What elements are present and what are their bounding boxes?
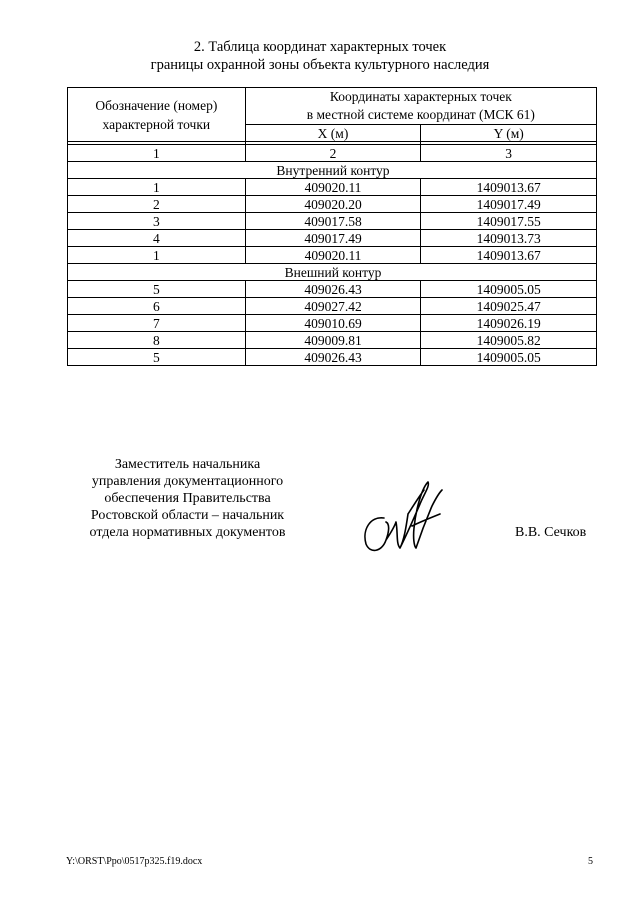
- x-cell: 409010.69: [245, 315, 421, 332]
- point-header-line-1: Обозначение (номер): [95, 97, 218, 113]
- coordinates-table: [67, 87, 597, 366]
- table-row: [68, 196, 597, 213]
- coords-header-line-2: в местной системе координат (МСК 61): [306, 107, 535, 122]
- point-cell: 6: [68, 298, 246, 315]
- point-cell: 2: [68, 196, 246, 213]
- table-row: [68, 213, 597, 230]
- document-title: [0, 38, 640, 74]
- position-line: управления документационного: [91, 474, 284, 489]
- point-header-line-2: характерной точки: [102, 116, 211, 132]
- outer-contour-label: Внешний контур: [245, 264, 421, 281]
- y-column-header: Y (м): [421, 125, 597, 142]
- x-cell: 409017.58: [245, 213, 421, 230]
- footer-file-path: Y:\ORST\Ppo\0517p325.f19.docx: [66, 856, 203, 867]
- table-row: [68, 230, 597, 247]
- position-line: Ростовской области – начальник: [90, 508, 285, 523]
- column-number-row: [68, 145, 597, 162]
- title-line-2: границы охранной зоны объекта культурного наследия: [150, 57, 490, 73]
- point-cell: 3: [68, 213, 246, 230]
- point-cell: 7: [68, 315, 246, 332]
- point-cell: 8: [68, 332, 246, 349]
- column-number-3: 3: [421, 145, 597, 162]
- column-number-2: 2: [245, 145, 421, 162]
- y-cell: 1409005.05: [421, 281, 597, 298]
- y-cell: 1409026.19: [421, 315, 597, 332]
- handwritten-signature: [356, 478, 446, 558]
- table-row: [68, 315, 597, 332]
- x-cell: 409009.81: [245, 332, 421, 349]
- x-cell: 409020.20: [245, 196, 421, 213]
- y-cell: 1409017.55: [421, 213, 597, 230]
- coords-header-line-1: Координаты характерных точек: [329, 89, 512, 104]
- x-cell: 409026.43: [245, 281, 421, 298]
- x-cell: 409020.11: [245, 179, 421, 196]
- inner-contour-label-row: [68, 162, 597, 179]
- signatory-position: [60, 456, 315, 541]
- y-cell: 1409013.73: [421, 230, 597, 247]
- y-cell: 1409013.67: [421, 247, 597, 264]
- position-line: обеспечения Правительства: [104, 491, 271, 506]
- table-row: [68, 332, 597, 349]
- y-cell: 1409025.47: [421, 298, 597, 315]
- point-cell: 5: [68, 349, 246, 366]
- y-cell: 1409013.67: [421, 179, 597, 196]
- footer-page-number: 5: [588, 856, 593, 867]
- y-cell: 1409017.49: [421, 196, 597, 213]
- x-cell: 409017.49: [245, 230, 421, 247]
- point-cell: 1: [68, 247, 246, 264]
- position-line: отдела нормативных документов: [89, 525, 286, 540]
- y-cell: 1409005.82: [421, 332, 597, 349]
- signer-name: В.В. Сечков: [515, 525, 587, 540]
- x-cell: 409027.42: [245, 298, 421, 315]
- point-cell: 4: [68, 230, 246, 247]
- x-cell: 409026.43: [245, 349, 421, 366]
- table-header-row: [68, 88, 597, 125]
- point-cell: 1: [68, 179, 246, 196]
- outer-contour-label-row: [68, 264, 597, 281]
- table-row: [68, 179, 597, 196]
- title-line-1: 2. Таблица координат характерных точек: [193, 39, 447, 55]
- table-row: [68, 298, 597, 315]
- x-column-header: X (м): [245, 125, 421, 142]
- table-row: [68, 247, 597, 264]
- table-row: [68, 349, 597, 366]
- position-line: Заместитель начальника: [114, 457, 261, 472]
- column-number-1: 1: [68, 145, 246, 162]
- table-row: [68, 281, 597, 298]
- coords-column-header: [245, 88, 596, 125]
- point-cell: 5: [68, 281, 246, 298]
- x-cell: 409020.11: [245, 247, 421, 264]
- y-cell: 1409005.05: [421, 349, 597, 366]
- inner-contour-label: Внутренний контур: [245, 162, 421, 179]
- point-column-header: [68, 88, 246, 142]
